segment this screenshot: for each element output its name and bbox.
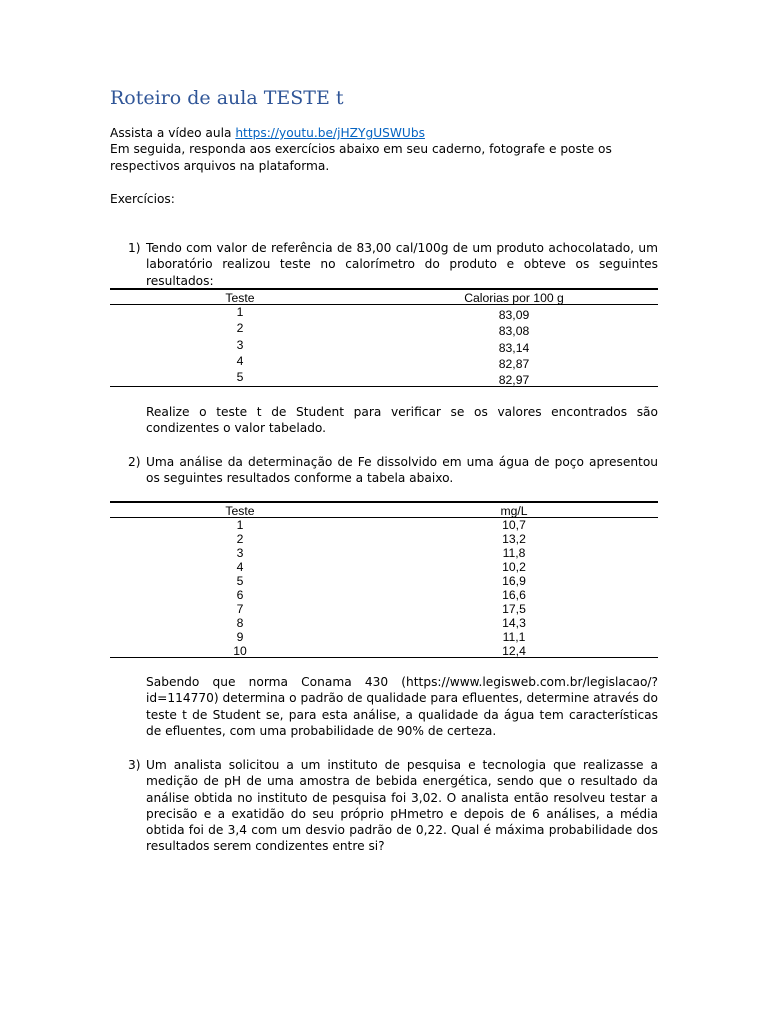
table-cell-value: 82,87	[498, 356, 530, 371]
intro-paragraph	[110, 125, 658, 174]
table-cell-value: 83,08	[498, 324, 530, 339]
table-cell-value: 12,4	[502, 644, 526, 658]
table-cell-test: 1	[236, 518, 244, 532]
table-cell-value: 11,1	[502, 630, 526, 644]
table-cell-test: 3	[236, 337, 244, 352]
q1-header-calorias: Calorias por 100 g	[464, 291, 564, 305]
table-cell-test: 10	[233, 644, 247, 658]
table-cell-test: 4	[236, 353, 244, 368]
table-cell-value: 16,9	[502, 574, 526, 588]
table-cell-test: 3	[236, 546, 244, 560]
table-cell-test: 4	[236, 560, 244, 574]
q1-table-bottom-rule	[110, 386, 658, 387]
table-cell-value: 10,2	[502, 560, 526, 574]
q2-text: Uma análise da determinação de Fe dissolvido em uma água de poço apresentou os seguintes resultados conforme a tabela abaixo.	[146, 455, 658, 486]
table-cell-test: 2	[236, 532, 244, 546]
table-cell-value: 83,14	[498, 340, 530, 355]
table-cell-value: 83,09	[498, 308, 530, 322]
q2-header-mgl: mg/L	[500, 504, 528, 518]
q1-after-text: Realize o teste t de Student para verificar se os valores encontrados são condizentes o valor tabelado.	[146, 405, 658, 436]
intro-instructions: Em seguida, responda aos exercícios abaixo em seu caderno, fotografe e poste os respectivos arquivos na plataforma.	[110, 142, 612, 173]
table-cell-value: 11,8	[502, 546, 526, 560]
q2-after-text: Sabendo que norma Conama 430 (https://www.legisweb.com.br/legislacao/?id=114770) determina o padrão de qualidade para efluentes, determine através do teste t de Student se, para esta análise, a qualidade da água tem características de efluentes, com uma probabilidade de 90% de certeza.	[146, 675, 658, 738]
q1-text: Tendo com valor de referência de 83,00 cal/100g de um produto achocolatado, um laboratório realizou teste no calorímetro do produto e obteve os seguintes resultados:	[146, 241, 658, 288]
intro-line-1	[110, 125, 658, 141]
table-cell-value: 17,5	[502, 602, 526, 616]
table-cell-test: 9	[236, 630, 244, 644]
table-cell-value: 14,3	[502, 616, 526, 630]
table-cell-test: 8	[236, 616, 244, 630]
table-cell-value: 10,7	[502, 518, 526, 532]
table-cell-test: 6	[236, 588, 244, 602]
exercises-label: Exercícios:	[110, 192, 175, 206]
table-cell-value: 16,6	[502, 588, 526, 602]
document-title: Roteiro de aula TESTE t	[110, 87, 344, 109]
q3-text: Um analista solicitou a um instituto de pesquisa e tecnologia que realizasse a medição de pH de uma amostra de bebida energética, sendo que o resultado da análise obtida no instituto de pesquisa foi 3,02. O analista então resolveu testar a precisão e a exatidão do seu próprio pHmetro e depois de 6 análises, a média obtida foi de 3,4 com um desvio padrão de 0,22. Qual é máxima probabilidade dos resultados serem condizentes entre si?	[146, 758, 658, 854]
q1-number: 1)	[128, 241, 141, 255]
q3-number: 3)	[128, 758, 141, 772]
table-cell-test: 1	[236, 305, 244, 319]
intro-prefix: Assista a vídeo aula	[110, 126, 236, 140]
table-cell-value: 13,2	[502, 532, 526, 546]
table-cell-test: 7	[236, 602, 244, 616]
table-cell-test: 5	[236, 370, 244, 385]
table-cell-value: 82,97	[498, 373, 530, 388]
q1-header-teste: Teste	[225, 291, 255, 305]
table-cell-test: 5	[236, 574, 244, 588]
video-link[interactable]: https://youtu.be/jHZYgUSWUbs	[235, 126, 425, 140]
q2-header-teste: Teste	[225, 504, 255, 518]
table-cell-test: 2	[236, 321, 244, 336]
q2-number: 2)	[128, 455, 141, 469]
